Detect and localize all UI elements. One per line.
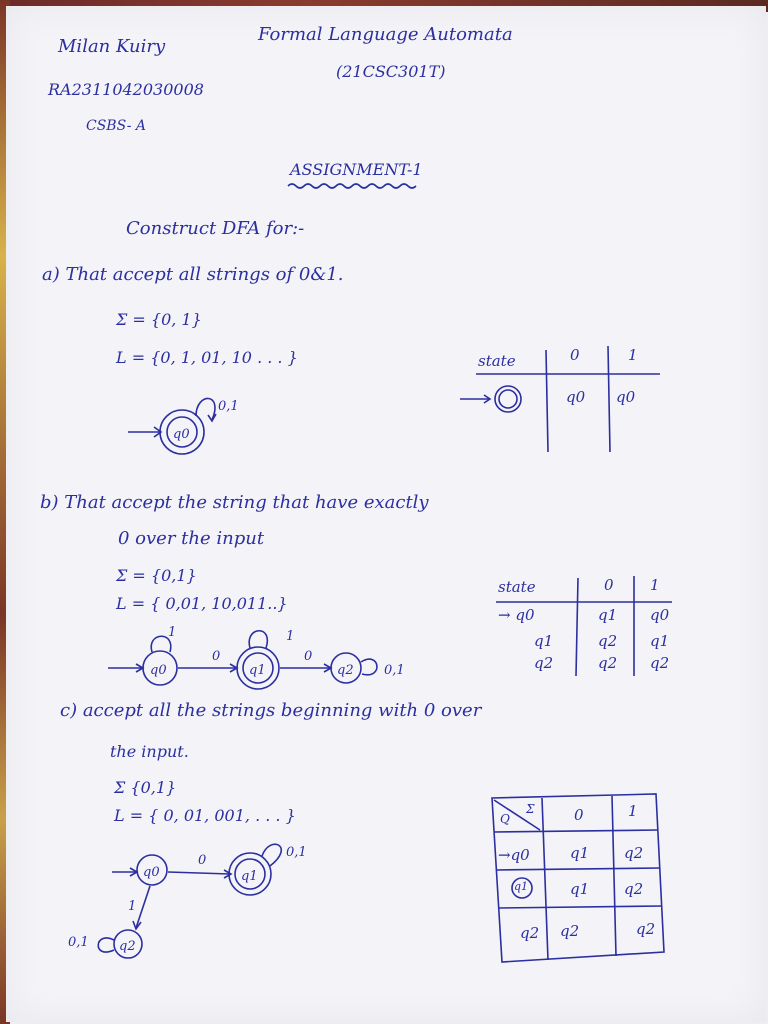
table-c-r1-c1: q1 [570, 880, 590, 898]
table-c-r0-c2: q2 [624, 844, 644, 862]
table-c-head-0: 0 [574, 806, 584, 824]
svg-text:0: 0 [198, 853, 207, 868]
svg-text:0: 0 [212, 649, 221, 664]
student-name: Milan Kuiry [58, 36, 166, 57]
table-b-r2-c2: q2 [650, 654, 670, 672]
svg-text:1: 1 [168, 625, 177, 640]
table-c-r1-c2: q2 [624, 880, 644, 898]
svg-text:0,1: 0,1 [286, 845, 307, 860]
table-c-corner-sigma: Σ [526, 802, 535, 816]
part-b-sigma: Σ = {0,1} [116, 566, 197, 585]
table-b-head-0: 0 [604, 576, 614, 594]
part-b-question-line2: 0 over the input [118, 528, 265, 549]
table-b-r1-c1: q2 [598, 632, 618, 650]
table-b-r1-c0: q1 [534, 632, 554, 650]
table-b-head-1: 1 [650, 576, 660, 594]
table-a-head-1: 1 [628, 346, 638, 364]
svg-text:q2: q2 [119, 939, 136, 954]
table-a-r0-c1: q0 [566, 388, 586, 406]
table-b-r1-c2: q1 [650, 632, 670, 650]
table-c-r1-c0: q1 [514, 880, 529, 893]
svg-text:q2: q2 [337, 663, 354, 678]
part-b-language: L = { 0,01, 10,011..} [116, 594, 288, 613]
svg-text:q1: q1 [241, 869, 258, 884]
svg-text:1: 1 [128, 899, 137, 914]
table-c-r2-c2: q2 [636, 920, 656, 938]
loop-label: 0,1 [218, 399, 239, 414]
part-b-question-line1: b) That accept the string that have exactly [40, 492, 429, 513]
table-c-head-1: 1 [628, 802, 638, 820]
svg-text:q0: q0 [143, 865, 160, 880]
subject-code: (21CSC301T) [336, 62, 446, 81]
part-a-sigma: Σ = {0, 1} [116, 310, 202, 329]
table-b-r2-c0: q2 [534, 654, 554, 672]
svg-text:0: 0 [304, 649, 313, 664]
svg-text:0,1: 0,1 [384, 663, 405, 678]
table-b-r0-c0: → q0 [498, 606, 535, 624]
table-b-r0-c1: q1 [598, 606, 618, 624]
table-b-r0-c2: q0 [650, 606, 670, 624]
table-a-r0-c2: q0 [616, 388, 636, 406]
table-b-r2-c1: q2 [598, 654, 618, 672]
state-q0-label: q0 [173, 427, 190, 442]
table-b-head-state: state [498, 578, 536, 596]
table-c-corner-q: Q [500, 812, 510, 826]
part-a-language: L = {0, 1, 01, 10 . . . } [116, 348, 298, 367]
svg-text:q1: q1 [249, 663, 266, 678]
part-c-question-line2: the input. [110, 742, 189, 761]
table-c-r0-c1: q1 [570, 844, 590, 862]
part-c-language: L = { 0, 01, 001, . . . } [114, 806, 296, 825]
table-c-r0-c0: →q0 [498, 846, 530, 864]
svg-text:0,1: 0,1 [68, 935, 89, 950]
registration-number: RA2311042030008 [48, 80, 204, 99]
assignment-title: ASSIGNMENT-1 [290, 160, 423, 179]
table-c-r2-c1: q2 [560, 922, 580, 940]
section: CSBS- A [86, 118, 146, 134]
table-a-head-state: state [478, 352, 516, 370]
part-a-question: a) That accept all strings of 0&1. [42, 264, 344, 285]
intro-text: Construct DFA for:- [126, 218, 305, 239]
part-c-sigma: Σ {0,1} [114, 778, 177, 797]
svg-text:q0: q0 [150, 663, 167, 678]
table-a-head-0: 0 [570, 346, 580, 364]
part-c-question-line1: c) accept all the strings beginning with 0 over [60, 700, 482, 721]
table-c-r2-c0: q2 [520, 924, 540, 942]
subject-title: Formal Language Automata [258, 24, 513, 45]
svg-text:1: 1 [286, 629, 295, 644]
